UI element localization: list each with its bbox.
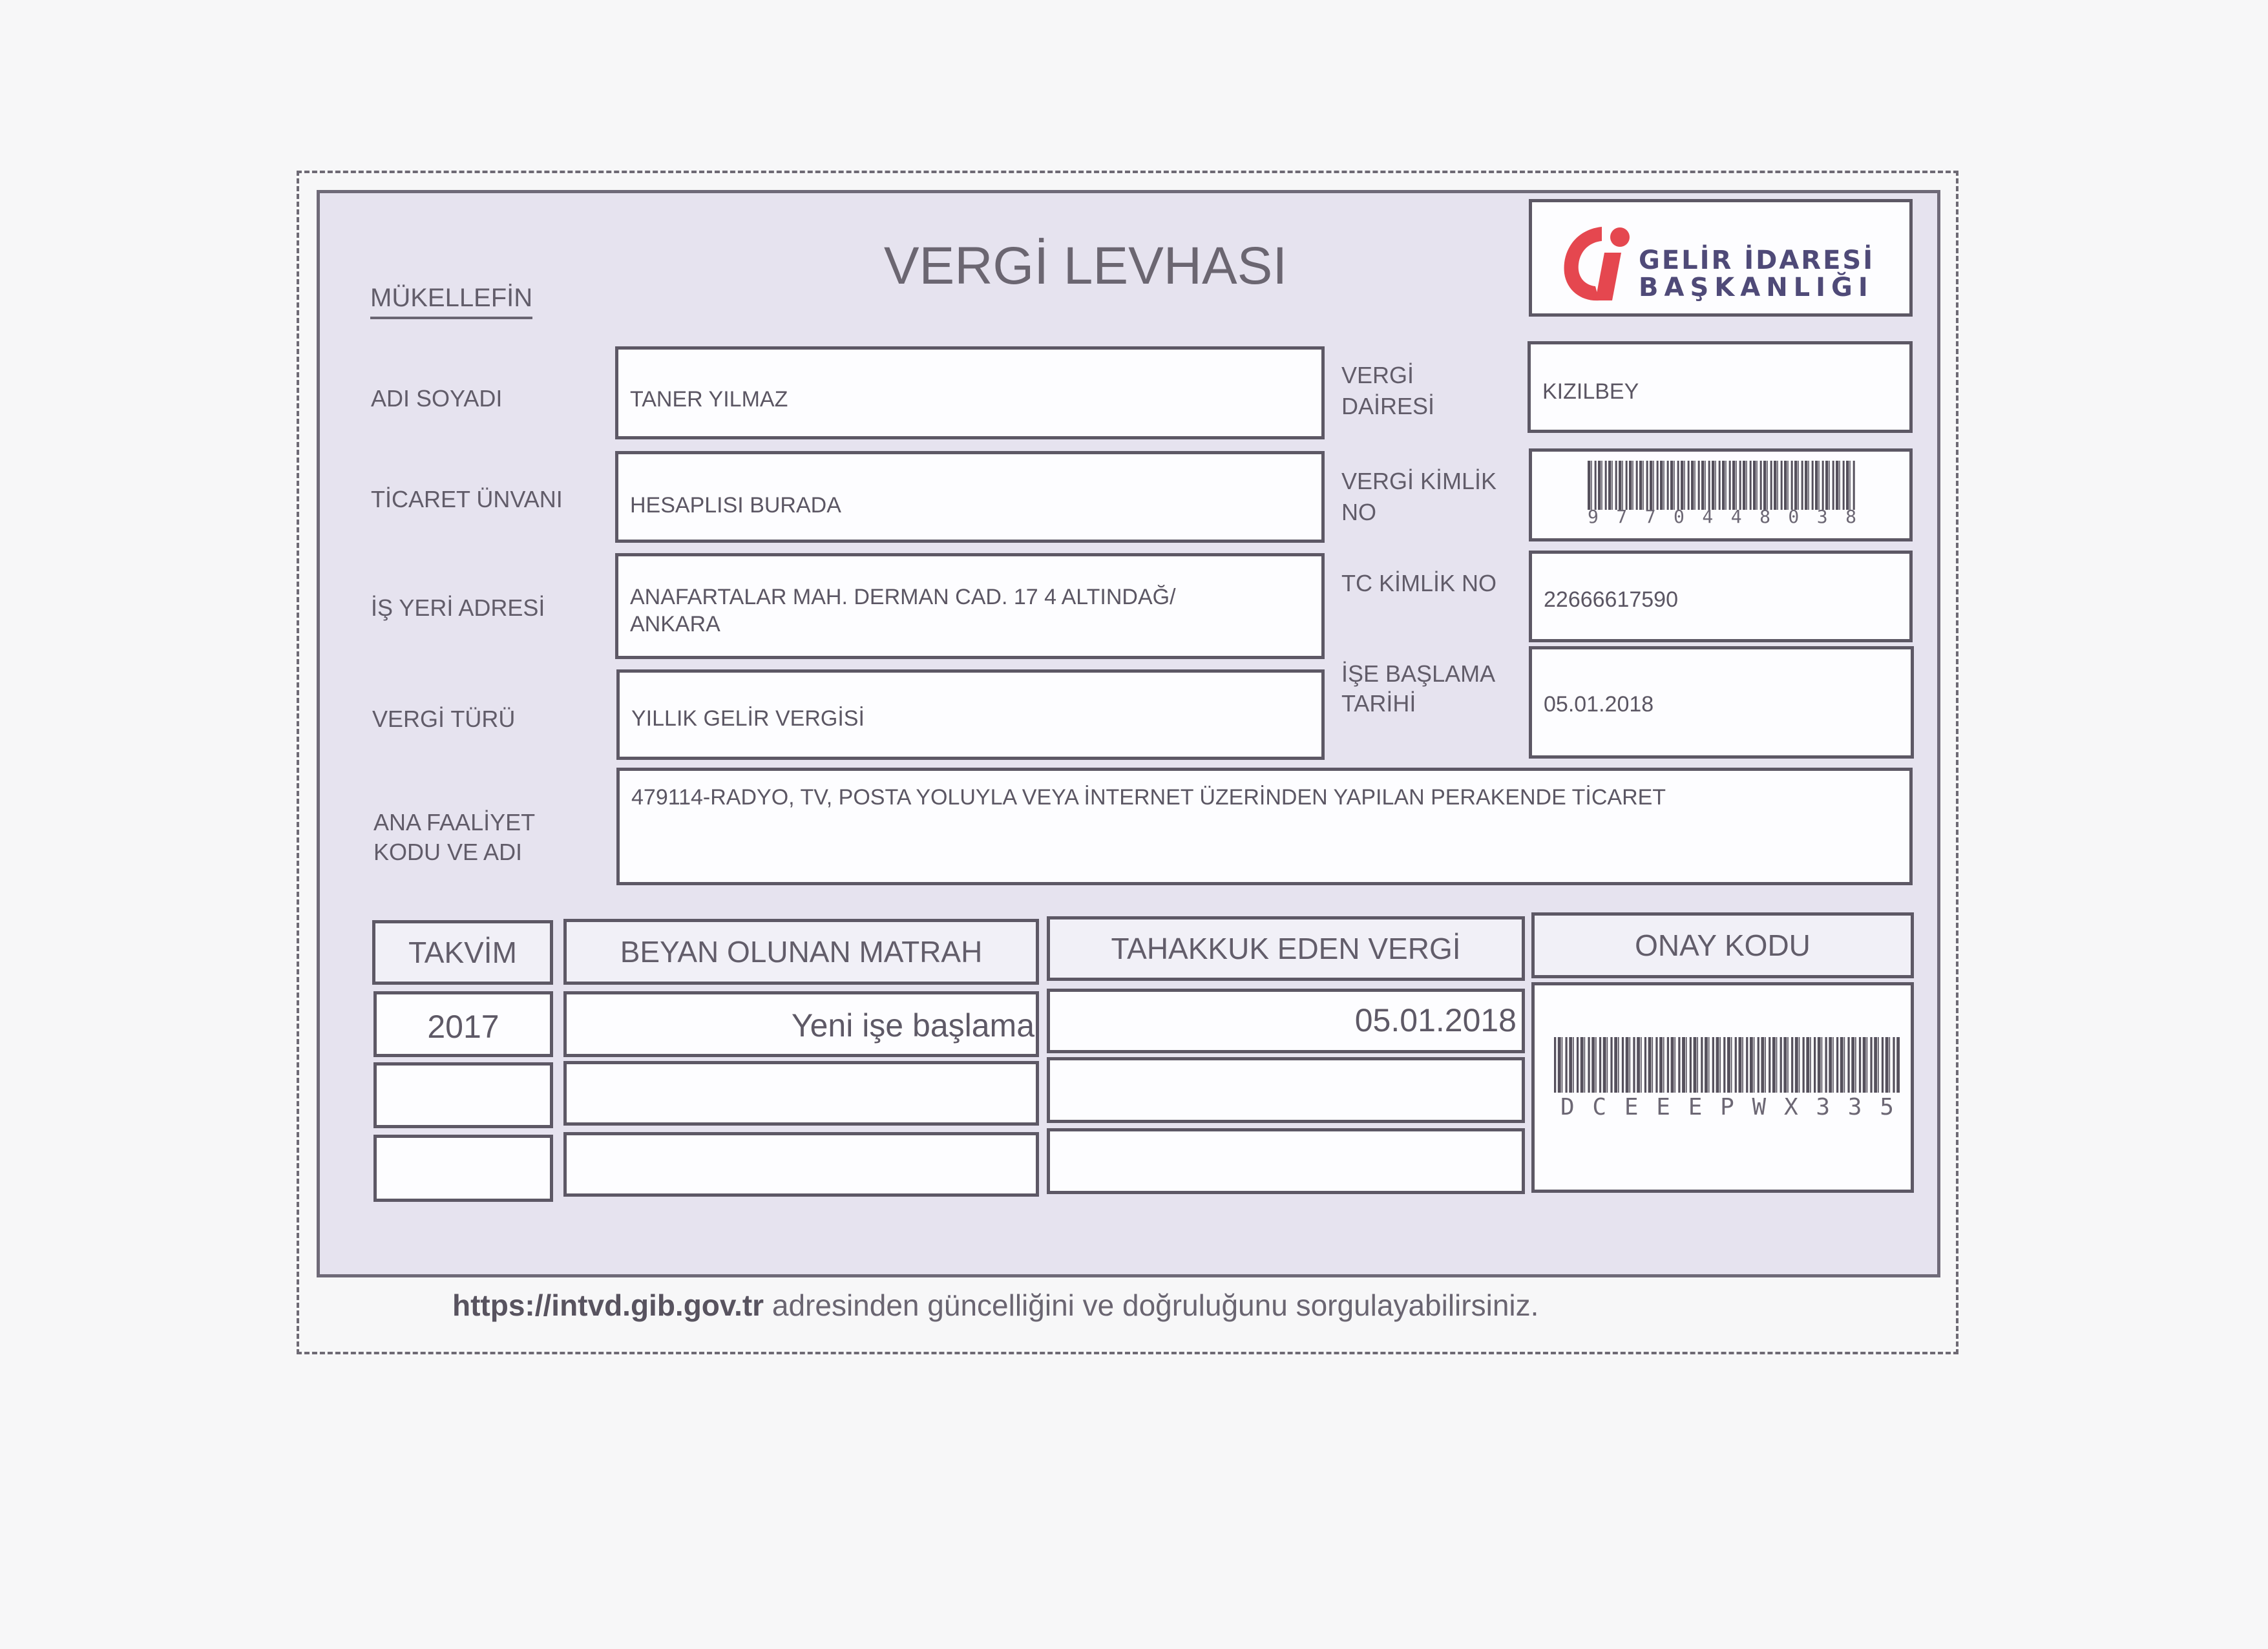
trade-name-label: TİCARET ÜNVANI <box>371 486 563 512</box>
year-value: 2017 <box>427 1009 499 1045</box>
table-cell-matrah <box>563 991 1039 1057</box>
table-cell-empty <box>563 1132 1039 1197</box>
tc-id-label: TC KİMLİK NO <box>1341 570 1497 596</box>
table-cell-vergi <box>1047 989 1525 1053</box>
table-cell-empty <box>1047 1057 1525 1123</box>
header-matrah: BEYAN OLUNAN MATRAH <box>563 919 1039 985</box>
tax-office-label-line1: VERGİ <box>1341 362 1414 388</box>
address-label: İŞ YERİ ADRESİ <box>371 594 545 621</box>
tax-office-label-line2: DAİRESİ <box>1341 393 1435 419</box>
table-cell-empty <box>563 1061 1039 1126</box>
name-value: TANER YILMAZ <box>630 387 788 412</box>
activity-field <box>616 768 1913 885</box>
tax-type-label: VERGİ TÜRÜ <box>372 706 516 732</box>
table-cell-year <box>373 991 553 1057</box>
footer-note <box>452 1286 1874 1325</box>
name-label: ADI SOYADI <box>371 385 503 412</box>
address-value-line1: ANAFARTALAR MAH. DERMAN CAD. 17 4 ALTINDAĞ/ <box>630 585 1176 609</box>
start-date-label-line2: TARİHİ <box>1341 690 1416 717</box>
footer-url[interactable]: https://intvd.gib.gov.tr <box>452 1288 764 1322</box>
tc-id-value: 22666617590 <box>1544 587 1679 612</box>
approval-code-text: D C E E E P W X 3 3 5 <box>1560 1094 1894 1120</box>
tax-office-value: KIZILBEY <box>1542 379 1639 404</box>
trade-name-value: HESAPLISI BURADA <box>630 493 841 518</box>
logo-text-line2: BAŞKANLIĞI <box>1639 273 1874 302</box>
tax-id-label-line2: NO <box>1341 499 1376 525</box>
trade-name-field <box>615 451 1325 543</box>
tax-id-digits: 9 7 7 0 4 4 8 0 3 8 <box>1588 506 1856 527</box>
header-onay-kodu: ONAY KODU <box>1531 912 1914 978</box>
footer-text: adresinden güncelliğini ve doğruluğunu sorgulayabilirsiniz. <box>764 1288 1539 1322</box>
tax-id-barcode-icon <box>1588 461 1856 510</box>
logo-text-line1: GELİR İDARESİ <box>1639 246 1875 275</box>
address-field <box>615 553 1325 659</box>
tax-id-field <box>1529 448 1913 541</box>
activity-label-line1: ANA FAALİYET <box>373 809 536 835</box>
tax-id-label-line1: VERGİ KİMLİK <box>1341 468 1497 494</box>
start-date-value: 05.01.2018 <box>1544 692 1654 717</box>
start-date-field <box>1529 646 1914 759</box>
start-date-label-line1: İŞE BAŞLAMA <box>1341 660 1496 687</box>
table-cell-empty <box>373 1135 553 1202</box>
table-cell-empty <box>373 1062 553 1128</box>
activity-label-line2: KODU VE ADI <box>373 839 523 865</box>
address-value-line2: ANKARA <box>630 612 720 636</box>
gib-logo-icon <box>1557 222 1641 306</box>
matrah-value: Yeni işe başlama <box>791 1007 1034 1044</box>
section-label: MÜKELLEFİN <box>370 282 532 319</box>
gib-logo <box>1529 199 1913 317</box>
table-cell-empty <box>1047 1128 1525 1194</box>
activity-value: 479114-RADYO, TV, POSTA YOLUYLA VEYA İNTERNET ÜZERİNDEN YAPILAN PERAKENDE TİCARET <box>631 785 1666 810</box>
vergi-value: 05.01.2018 <box>1354 1002 1517 1038</box>
header-vergi: TAHAKKUK EDEN VERGİ <box>1047 916 1525 981</box>
approval-barcode-icon <box>1554 1037 1900 1093</box>
tax-office-field <box>1528 341 1913 433</box>
tc-id-field <box>1529 551 1913 642</box>
approval-code-cell <box>1531 982 1914 1193</box>
name-field <box>615 346 1325 439</box>
tax-type-value: YILLIK GELİR VERGİSİ <box>631 706 865 731</box>
document-title: VERGİ LEVHASI <box>883 236 1288 295</box>
header-takvim: TAKVİM <box>372 920 553 985</box>
tax-type-field <box>616 669 1325 760</box>
